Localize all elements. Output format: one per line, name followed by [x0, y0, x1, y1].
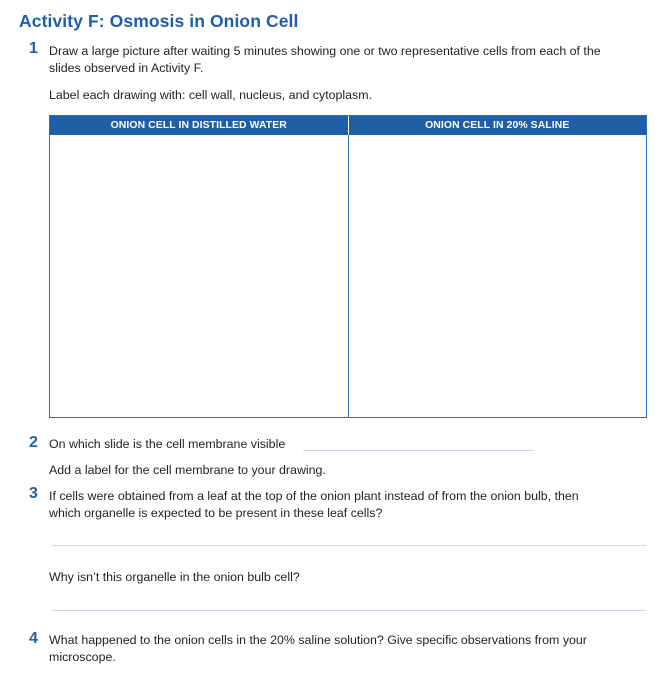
question-2-answer-line[interactable]	[303, 450, 534, 451]
question-2-instruction: Add a label for the cell membrane to your drawing.	[49, 463, 326, 477]
question-3-line-2: which organelle is expected to be present in these leaf cells?	[49, 506, 383, 520]
question-3-answer-line[interactable]	[52, 545, 646, 546]
question-3-number: 3	[29, 485, 38, 502]
question-4-text	[49, 632, 587, 666]
question-4-line-2: microscope.	[49, 650, 116, 664]
column-header-distilled-water: ONION CELL IN DISTILLED WATER	[110, 120, 287, 131]
drawing-table-header	[50, 116, 646, 135]
activity-title: Activity F: Osmosis in Onion Cell	[19, 11, 299, 31]
question-2-text: On which slide is the cell membrane visible	[49, 437, 286, 451]
question-4-number: 4	[29, 630, 38, 647]
question-4-line-1: What happened to the onion cells in the 20% saline solution? Give specific observations from your	[49, 633, 587, 647]
drawing-table	[49, 115, 647, 418]
question-3-followup-answer-line[interactable]	[52, 610, 646, 611]
drawing-area-saline[interactable]	[348, 135, 647, 417]
column-header-saline: ONION CELL IN 20% SALINE	[348, 116, 647, 135]
question-1-line-1: Draw a large picture after waiting 5 minutes showing one or two representative cells from each of the	[49, 44, 601, 58]
question-3-text	[49, 488, 579, 522]
question-1-line-2: slides observed in Activity F.	[49, 61, 204, 75]
question-2-number: 2	[29, 434, 38, 451]
question-3-line-1: If cells were obtained from a leaf at the top of the onion plant instead of from the onion bulb, then	[49, 489, 579, 503]
question-1-number: 1	[29, 40, 38, 57]
question-1-text	[49, 43, 601, 77]
question-3-followup: Why isn’t this organelle in the onion bulb cell?	[49, 570, 300, 584]
drawing-area-distilled-water[interactable]	[50, 135, 348, 417]
question-1-instruction: Label each drawing with: cell wall, nucleus, and cytoplasm.	[49, 88, 373, 102]
drawing-table-body	[50, 135, 646, 417]
